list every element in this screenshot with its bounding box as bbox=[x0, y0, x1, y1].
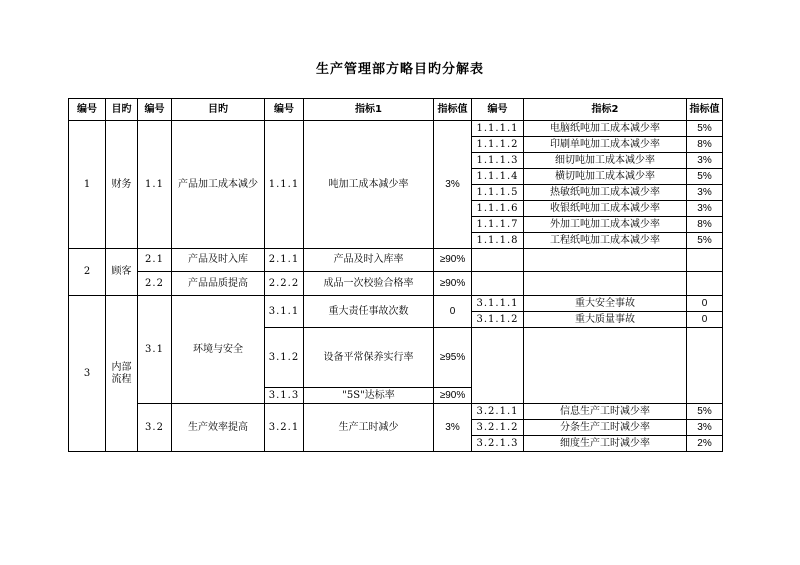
sub-indicator-value: 8% bbox=[687, 137, 723, 153]
table-row bbox=[69, 249, 723, 272]
sub-indicator-id: 3.2.1.3 bbox=[472, 436, 524, 452]
sub-indicator-id: 1.1.1.1 bbox=[472, 121, 524, 137]
goal-id: 1 bbox=[69, 121, 106, 249]
header-cell: 指标值 bbox=[687, 99, 723, 121]
sub-goal-id: 3.2 bbox=[138, 404, 172, 452]
empty-cell bbox=[472, 272, 524, 296]
sub-indicator-id: 1.1.1.6 bbox=[472, 201, 524, 217]
indicator-name: 生产工时减少 bbox=[304, 404, 434, 452]
sub-indicator-name: 细切吨加工成本减少率 bbox=[524, 153, 687, 169]
sub-indicator-id: 1.1.1.5 bbox=[472, 185, 524, 201]
header-row bbox=[69, 99, 723, 121]
header-cell: 编号 bbox=[138, 99, 172, 121]
indicator-name: "5S"达标率 bbox=[304, 388, 434, 404]
indicator-value: ≥90% bbox=[434, 272, 472, 296]
sub-goal-name: 生产效率提高 bbox=[172, 404, 265, 452]
sub-goal-id: 3.1 bbox=[138, 296, 172, 404]
header-cell: 指标2 bbox=[524, 99, 687, 121]
indicator-value: ≥90% bbox=[434, 388, 472, 404]
sub-indicator-value: 3% bbox=[687, 420, 723, 436]
strategy-table bbox=[68, 98, 723, 452]
sub-goal-name: 产品加工成本减少 bbox=[172, 121, 265, 249]
sub-indicator-id: 3.1.1.2 bbox=[472, 312, 524, 328]
sub-indicator-id: 1.1.1.4 bbox=[472, 169, 524, 185]
header-cell: 编号 bbox=[472, 99, 524, 121]
indicator-name: 吨加工成本减少率 bbox=[304, 121, 434, 249]
indicator-id: 1.1.1 bbox=[265, 121, 304, 249]
header-cell: 目旳 bbox=[172, 99, 265, 121]
sub-indicator-id: 1.1.1.2 bbox=[472, 137, 524, 153]
sub-indicator-name: 热敏纸吨加工成本减少率 bbox=[524, 185, 687, 201]
goal-name: 财务 bbox=[106, 121, 138, 249]
sub-indicator-name: 重大质量事故 bbox=[524, 312, 687, 328]
sub-indicator-value: 3% bbox=[687, 153, 723, 169]
indicator-name: 设备平常保养实行率 bbox=[304, 328, 434, 388]
header-cell: 指标值 bbox=[434, 99, 472, 121]
sub-goal-name: 环境与安全 bbox=[172, 296, 265, 404]
sub-indicator-name: 重大安全事故 bbox=[524, 296, 687, 312]
header-cell: 目旳 bbox=[106, 99, 138, 121]
goal-name: 内部流程 bbox=[106, 296, 138, 452]
empty-cell bbox=[524, 272, 687, 296]
sub-indicator-name: 印刷单吨加工成本减少率 bbox=[524, 137, 687, 153]
sub-goal-id: 2.2 bbox=[138, 272, 172, 296]
sub-indicator-id: 3.2.1.2 bbox=[472, 420, 524, 436]
indicator-id: 3.1.3 bbox=[265, 388, 304, 404]
sub-indicator-id: 3.1.1.1 bbox=[472, 296, 524, 312]
sub-indicator-value: 3% bbox=[687, 185, 723, 201]
indicator-name: 重大责任事故次数 bbox=[304, 296, 434, 328]
sub-indicator-name: 电脑纸吨加工成本减少率 bbox=[524, 121, 687, 137]
sub-goal-name: 产品及时入库 bbox=[172, 249, 265, 272]
goal-name: 顾客 bbox=[106, 249, 138, 296]
table-row bbox=[69, 121, 723, 137]
sub-indicator-name: 信息生产工时减少率 bbox=[524, 404, 687, 420]
indicator-id: 3.1.1 bbox=[265, 296, 304, 328]
header-cell: 编号 bbox=[265, 99, 304, 121]
sub-indicator-value: 8% bbox=[687, 217, 723, 233]
indicator-value: 0 bbox=[434, 296, 472, 328]
table-row bbox=[69, 296, 723, 312]
sub-indicator-name: 收银纸吨加工成本减少率 bbox=[524, 201, 687, 217]
empty-cell bbox=[687, 328, 723, 404]
sub-indicator-value: 0 bbox=[687, 312, 723, 328]
indicator-value: 3% bbox=[434, 404, 472, 452]
empty-cell bbox=[472, 249, 524, 272]
empty-cell bbox=[524, 328, 687, 404]
sub-indicator-value: 0 bbox=[687, 296, 723, 312]
indicator-value: 3% bbox=[434, 121, 472, 249]
sub-indicator-id: 1.1.1.3 bbox=[472, 153, 524, 169]
sub-goal-id: 1.1 bbox=[138, 121, 172, 249]
sub-indicator-id: 1.1.1.8 bbox=[472, 233, 524, 249]
empty-cell bbox=[687, 249, 723, 272]
indicator-id: 3.1.2 bbox=[265, 328, 304, 388]
sub-indicator-value: 5% bbox=[687, 121, 723, 137]
indicator-name: 成品一次校验合格率 bbox=[304, 272, 434, 296]
sub-indicator-name: 外加工吨加工成本减少率 bbox=[524, 217, 687, 233]
sub-indicator-id: 1.1.1.7 bbox=[472, 217, 524, 233]
goal-id: 3 bbox=[69, 296, 106, 452]
indicator-name: 产品及时入库率 bbox=[304, 249, 434, 272]
sub-goal-id: 2.1 bbox=[138, 249, 172, 272]
empty-cell bbox=[472, 328, 524, 404]
sub-indicator-value: 5% bbox=[687, 233, 723, 249]
goal-id: 2 bbox=[69, 249, 106, 296]
header-cell: 指标1 bbox=[304, 99, 434, 121]
header-cell: 编号 bbox=[69, 99, 106, 121]
sub-indicator-value: 5% bbox=[687, 169, 723, 185]
sub-indicator-name: 分条生产工时减少率 bbox=[524, 420, 687, 436]
indicator-id: 2.1.1 bbox=[265, 249, 304, 272]
sub-goal-name: 产品品质提高 bbox=[172, 272, 265, 296]
indicator-id: 3.2.1 bbox=[265, 404, 304, 452]
table-row bbox=[69, 272, 723, 296]
empty-cell bbox=[524, 249, 687, 272]
page-title: 生产管理部方略目旳分解表 bbox=[315, 62, 484, 77]
sub-indicator-id: 3.2.1.1 bbox=[472, 404, 524, 420]
indicator-id: 2.2.2 bbox=[265, 272, 304, 296]
indicator-value: ≥95% bbox=[434, 328, 472, 388]
sub-indicator-value: 5% bbox=[687, 404, 723, 420]
indicator-value: ≥90% bbox=[434, 249, 472, 272]
sub-indicator-name: 细度生产工时减少率 bbox=[524, 436, 687, 452]
sub-indicator-name: 横切吨加工成本减少率 bbox=[524, 169, 687, 185]
sub-indicator-value: 2% bbox=[687, 436, 723, 452]
sub-indicator-value: 3% bbox=[687, 201, 723, 217]
empty-cell bbox=[687, 272, 723, 296]
sub-indicator-name: 工程纸吨加工成本减少率 bbox=[524, 233, 687, 249]
table-row bbox=[69, 404, 723, 420]
